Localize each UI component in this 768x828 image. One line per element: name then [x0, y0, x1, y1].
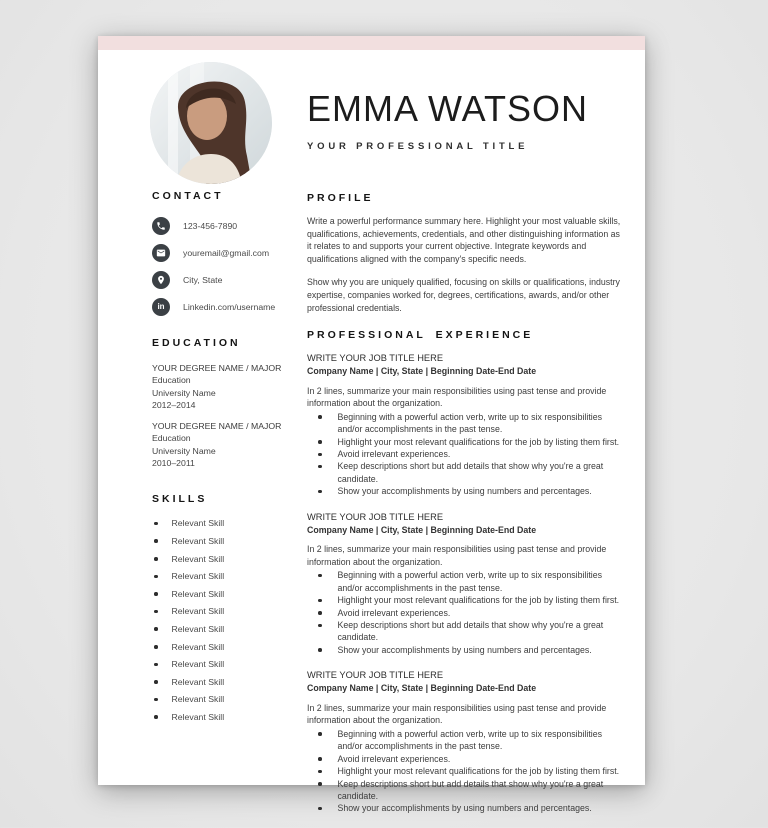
skill-item	[152, 641, 284, 653]
job-bullet	[307, 594, 623, 606]
bullet-dot-icon	[318, 415, 322, 419]
job-bullet-list	[307, 728, 623, 815]
job-bullet	[307, 436, 623, 448]
bullet-dot-icon	[154, 645, 158, 649]
bullet-dot-icon	[154, 522, 158, 526]
professional-title: YOUR PROFESSIONAL TITLE	[307, 141, 529, 152]
skill-label: Relevant Skill	[171, 535, 225, 546]
bullet-dot-icon	[318, 807, 322, 811]
job-bullet	[307, 644, 623, 656]
contact-row-linkedin	[152, 298, 284, 316]
skill-item	[152, 658, 284, 670]
job-summary: In 2 lines, summarize your main responsibilities using past tense and provide information about the organization.	[307, 385, 607, 409]
education-heading: EDUCATION	[152, 337, 241, 349]
email-address[interactable]: youremail@gmail.com	[183, 248, 270, 258]
bullet-text: Show your accomplishments by using numbers and percentages.	[337, 644, 592, 655]
skill-item	[152, 711, 284, 723]
skill-label: Relevant Skill	[171, 553, 225, 564]
skill-item	[152, 553, 284, 565]
bullet-text: Avoid irrelevant experiences.	[337, 607, 451, 618]
bullet-dot-icon	[154, 539, 158, 543]
bullet-text: Show your accomplishments by using numbers and percentages.	[337, 486, 592, 497]
bullet-dot-icon	[318, 770, 322, 774]
bullet-dot-icon	[318, 453, 322, 457]
skill-item	[152, 623, 284, 635]
bullet-text: Avoid irrelevant experiences.	[337, 449, 451, 460]
job-bullet	[307, 753, 623, 765]
bullet-dot-icon	[154, 715, 158, 719]
education-entry	[152, 420, 284, 469]
job-meta: Company Name | City, State | Beginning Date-End Date	[307, 683, 537, 694]
profile-paragraph: Show why you are uniquely qualified, focusing on skills or qualifications, industry expertise, companies worked for, degrees, certifications, awards, and/or other professional credentials.	[307, 277, 620, 313]
contact-list	[152, 217, 284, 316]
bullet-text: Keep descriptions short but add details that show why you're a great candidate.	[337, 461, 604, 484]
email-icon	[152, 244, 170, 262]
education-dates: 2012–2014	[152, 399, 196, 410]
degree-name: YOUR DEGREE NAME / MAJOR	[152, 363, 282, 373]
bullet-dot-icon	[154, 627, 158, 631]
bullet-dot-icon	[318, 490, 322, 494]
bullet-text: Beginning with a powerful action verb, write up to six responsibilities and/or accomplishments in the past tense.	[337, 570, 603, 593]
bullet-dot-icon	[318, 611, 322, 615]
skill-label: Relevant Skill	[171, 588, 225, 599]
skill-label: Relevant Skill	[171, 571, 225, 582]
bullet-text: Beginning with a powerful action verb, write up to six responsibilities and/or accomplishments in the past tense.	[337, 411, 603, 435]
bullet-text: Highlight your most relevant qualifications for the job by listing them first.	[337, 595, 620, 606]
job-bullet	[307, 411, 623, 436]
bullet-text: Keep descriptions short but add details that show why you're a great candidate.	[337, 778, 604, 801]
linkedin-url[interactable]: Linkedin.com/username	[183, 302, 276, 312]
job-bullet-list	[307, 411, 623, 498]
skill-item	[152, 676, 284, 688]
skill-item	[152, 605, 284, 617]
job-title: WRITE YOUR JOB TITLE HERE	[307, 353, 444, 364]
location-icon	[152, 271, 170, 289]
contact-row-location	[152, 271, 284, 289]
bullet-dot-icon	[154, 575, 158, 579]
phone-number: 123-456-7890	[183, 221, 238, 231]
skills-list	[152, 517, 284, 723]
job-meta: Company Name | City, State | Beginning Date-End Date	[307, 366, 537, 377]
job-bullet	[307, 619, 623, 644]
bullet-text: Beginning with a powerful action verb, write up to six responsibilities and/or accomplishments in the past tense.	[337, 728, 603, 752]
job-entry	[307, 511, 623, 657]
skill-label: Relevant Skill	[171, 623, 225, 634]
job-bullet	[307, 765, 623, 777]
job-entry	[307, 669, 623, 815]
bullet-dot-icon	[154, 698, 158, 702]
skill-label: Relevant Skill	[171, 694, 225, 705]
job-bullet	[307, 569, 623, 594]
experience-heading: PROFESSIONAL EXPERIENCE	[307, 329, 534, 342]
degree-name: YOUR DEGREE NAME / MAJOR	[152, 421, 282, 432]
bullet-dot-icon	[318, 648, 322, 652]
university-name: University Name	[152, 445, 216, 456]
job-bullet	[307, 460, 623, 485]
bullet-dot-icon	[318, 574, 322, 578]
job-bullet	[307, 728, 623, 753]
contact-heading: CONTACT	[152, 190, 224, 202]
skill-label: Relevant Skill	[171, 711, 225, 722]
education-entry	[152, 362, 284, 411]
university-name: University Name	[152, 387, 216, 398]
portrait-illustration	[150, 62, 272, 184]
sidebar	[152, 190, 284, 729]
main-content	[307, 192, 623, 828]
education-dates: 2010–2011	[152, 458, 195, 469]
skill-item	[152, 570, 284, 582]
degree-field: Education	[152, 375, 191, 386]
resume-page	[98, 36, 645, 814]
degree-field: Education	[152, 433, 191, 444]
bullet-text: Keep descriptions short but add details that show why you're a great candidate.	[337, 620, 604, 643]
skill-label: Relevant Skill	[171, 659, 225, 670]
linkedin-icon: in	[152, 298, 170, 316]
skills-section	[152, 493, 284, 723]
skill-label: Relevant Skill	[171, 518, 225, 529]
job-summary: In 2 lines, summarize your main responsibilities using past tense and provide information about the organization.	[307, 544, 607, 567]
bullet-dot-icon	[154, 663, 158, 667]
job-bullet	[307, 448, 623, 460]
skill-label: Relevant Skill	[171, 641, 225, 652]
job-title: WRITE YOUR JOB TITLE HERE	[307, 670, 444, 681]
bullet-text: Highlight your most relevant qualifications for the job by listing them first.	[337, 436, 620, 447]
skill-item	[152, 535, 284, 547]
job-bullet-list	[307, 569, 623, 656]
job-title: WRITE YOUR JOB TITLE HERE	[307, 511, 444, 522]
bullet-dot-icon	[318, 732, 322, 736]
bullet-text: Show your accomplishments by using numbers and percentages.	[337, 803, 592, 814]
bullet-dot-icon	[154, 680, 158, 684]
accent-bar	[98, 36, 645, 50]
profile-heading: PROFILE	[307, 192, 374, 204]
skill-item	[152, 588, 284, 600]
bullet-dot-icon	[318, 782, 322, 786]
job-summary: In 2 lines, summarize your main responsibilities using past tense and provide information about the organization.	[307, 702, 607, 726]
education-section	[152, 337, 284, 469]
bullet-dot-icon	[154, 610, 158, 614]
profile-paragraph: Write a powerful performance summary here. Highlight your most valuable skills, qualifications, achievements, credentials, and other distinguishing information as it relates to and supports your current objective. Integrate keywords and qualifications aligned with the company's specific needs.	[307, 216, 621, 264]
job-bullet	[307, 485, 623, 497]
bullet-dot-icon	[154, 557, 158, 561]
job-meta: Company Name | City, State | Beginning Date-End Date	[307, 524, 537, 535]
skill-item	[152, 693, 284, 705]
bullet-dot-icon	[318, 624, 322, 628]
skill-label: Relevant Skill	[171, 676, 225, 687]
bullet-dot-icon	[154, 592, 158, 596]
job-bullet	[307, 778, 623, 803]
job-bullet	[307, 607, 623, 619]
bullet-dot-icon	[318, 599, 322, 603]
contact-row-email	[152, 244, 284, 262]
bullet-dot-icon	[318, 440, 322, 444]
person-name: EMMA WATSON	[307, 88, 588, 129]
job-entry	[307, 352, 623, 498]
bullet-dot-icon	[318, 465, 322, 469]
job-bullet	[307, 802, 623, 814]
contact-row-phone	[152, 217, 284, 235]
location-text: City, State	[183, 275, 223, 285]
profile-photo	[150, 62, 272, 184]
skill-label: Relevant Skill	[171, 606, 225, 617]
bullet-dot-icon	[318, 757, 322, 761]
skills-heading: SKILLS	[152, 493, 208, 506]
phone-icon	[152, 217, 170, 235]
bullet-text: Avoid irrelevant experiences.	[337, 753, 451, 764]
bullet-text: Highlight your most relevant qualifications for the job by listing them first.	[337, 766, 620, 777]
skill-item	[152, 517, 284, 529]
